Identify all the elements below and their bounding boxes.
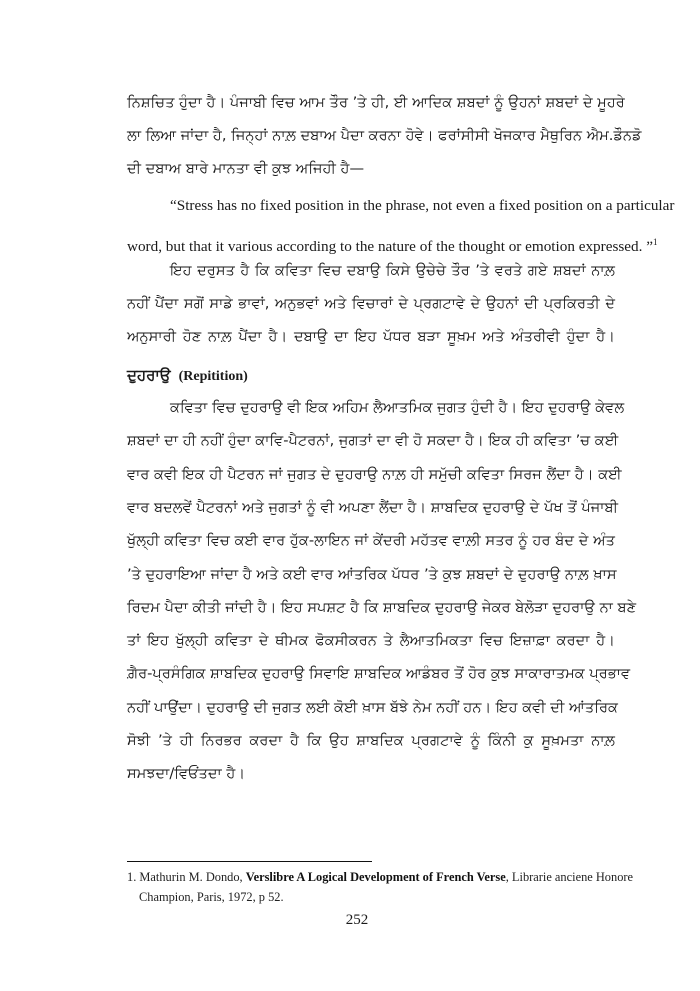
paragraph-1-line-2: ਲਾ ਲਿਆ ਜਾਂਦਾ ਹੈ, ਜਿਨ੍ਹਾਂ ਨਾਲ਼ ਦਬਾਅ ਪੈਦਾ ਕਰਨਾ ਹੋਵੇ। ਫਰਾਂਸੀਸੀ ਖੋਜਕਾਰ ਮੈਥੁਰਿਨ ਐਮ.ਡੌਨਡੋ (127, 127, 642, 144)
paragraph-2-line-2: ਨਹੀਂ ਪੈਂਦਾ ਸਗੋਂ ਸਾਡੇ ਭਾਵਾਂ, ਅਨੁਭਵਾਂ ਅਤੇ ਵਿਚਾਰਾਂ ਦੇ ਪ੍ਰਗਟਾਵੇ ਦੇ ਉਹਨਾਂ ਦੀ ਪ੍ਰਕਿਰਤੀ ਦੇ (127, 295, 615, 312)
footnote-reference[interactable]: 1 (652, 237, 658, 247)
paragraph-3-line-11: ਸੋਝੀ ’ਤੇ ਹੀ ਨਿਰਭਰ ਕਰਦਾ ਹੈ ਕਿ ਉਹ ਸ਼ਾਬਦਿਕ ਪ੍ਰਗਟਾਵੇ ਨੂੰ ਕਿੰਨੀ ਕੁ ਸੂਖ਼ਮਤਾ ਨਾਲ਼ (127, 732, 615, 749)
section-heading-english: (Repitition) (178, 369, 248, 384)
paragraph-3-line-4: ਵਾਰ ਬਦਲਵੇਂ ਪੈਟਰਨਾਂ ਅਤੇ ਜੁਗਤਾਂ ਨੂੰ ਵੀ ਅਪਣਾ ਲੈਂਦਾ ਹੈ। ਸ਼ਾਬਦਿਕ ਦੁਹਰਾਉ ਦੇ ਪੱਖ ਤੋਂ ਪੰਜਾਬੀ (127, 499, 618, 516)
paragraph-3-line-3: ਵਾਰ ਕਵੀ ਇਕ ਹੀ ਪੈਟਰਨ ਜਾਂ ਜੁਗਤ ਦੇ ਦੁਹਰਾਉ ਨਾਲ਼ ਹੀ ਸਮੁੱਚੀ ਕਵਿਤਾ ਸਿਰਜ ਲੈਂਦਾ ਹੈ। ਕਈ (127, 466, 622, 483)
paragraph-2-line-1: ਇਹ ਦਰੁਸਤ ਹੈ ਕਿ ਕਵਿਤਾ ਵਿਚ ਦਬਾਉ ਕਿਸੇ ਉਚੇਚੇ ਤੌਰ ’ਤੇ ਵਰਤੇ ਗਏ ਸ਼ਬਦਾਂ ਨਾਲ਼ (170, 262, 615, 279)
paragraph-3-line-8: ਤਾਂ ਇਹ ਖੁੱਲ੍ਹੀ ਕਵਿਤਾ ਦੇ ਥੀਮਕ ਫੋਕਸੀਕਰਨ ਤੇ ਲੈਆਤਮਿਕਤਾ ਵਿਚ ਇਜ਼ਾਫ਼ਾ ਕਰਦਾ ਹੈ। (127, 632, 615, 649)
paragraph-3-line-10: ਨਹੀਂ ਪਾਉਂਦਾ। ਦੁਹਰਾਉ ਦੀ ਜੁਗਤ ਲਈ ਕੋਈ ਖ਼ਾਸ ਬੱਝੇ ਨੇਮ ਨਹੀਂ ਹਨ। ਇਹ ਕਵੀ ਦੀ ਆਂਤਰਿਕ (127, 699, 618, 716)
footnote-number: 1. (127, 870, 137, 884)
section-heading-punjabi: ਦੁਹਰਾਉ (127, 366, 171, 384)
footnote-1 (127, 867, 634, 887)
paragraph-3-line-1: ਕਵਿਤਾ ਵਿਚ ਦੁਹਰਾਉ ਵੀ ਇਕ ਅਹਿਮ ਲੈਆਤਮਿਕ ਜੁਗਤ ਹੁੰਦੀ ਹੈ। ਇਹ ਦੁਹਰਾਉ ਕੇਵਲ (170, 399, 625, 416)
paragraph-3-line-2: ਸ਼ਬਦਾਂ ਦਾ ਹੀ ਨਹੀਂ ਹੁੰਦਾ ਕਾਵਿ-ਪੈਟਰਨਾਂ, ਜੁਗਤਾਂ ਦਾ ਵੀ ਹੋ ਸਕਦਾ ਹੈ। ਇਕ ਹੀ ਕਵਿਤਾ ’ਚ ਕਈ (127, 432, 619, 449)
quote-open-mark: “ (170, 197, 177, 214)
footnote-1-continued: Champion, Paris, 1972, p 52. (139, 890, 284, 904)
paragraph-1-line-3: ਦੀ ਦਬਾਅ ਬਾਰੇ ਮਾਨਤਾ ਵੀ ਕੁਝ ਅਜਿਹੀ ਹੈ— (127, 160, 365, 177)
paragraph-3-line-5: ਖੁੱਲ੍ਹੀ ਕਵਿਤਾ ਵਿਚ ਕਈ ਵਾਰ ਹੁੱਕ-ਲਾਇਨ ਜਾਂ ਕੇਂਦਰੀ ਮਹੱਤਵ ਵਾਲ਼ੀ ਸਤਰ ਨੂੰ ਹਰ ਬੰਦ ਦੇ ਅੰਤ (127, 532, 615, 549)
footnote-divider (127, 861, 372, 862)
page-number: 252 (345, 912, 369, 928)
quote-text-2: word, but that it various according to the nature of the thought or emotion expressed. ” (127, 238, 653, 255)
footnote-publisher-1: , Librarie anciene Honore (505, 870, 634, 884)
paragraph-3-line-12: ਸਮਝਦਾ/ਵਿਓਂਤਦਾ ਹੈ। (127, 765, 246, 782)
quote-line-2 (127, 232, 658, 257)
paragraph-1-line-1: ਨਿਸ਼ਚਿਤ ਹੁੰਦਾ ਹੈ। ਪੰਜਾਬੀ ਵਿਚ ਆਮ ਤੌਰ ’ਤੇ ਹੀ, ਈ ਆਦਿਕ ਸ਼ਬਦਾਂ ਨੂੰ ਉਹਨਾਂ ਸ਼ਬਦਾਂ ਦੇ ਮੂਹਰੇ (127, 94, 625, 111)
footnote-author: Mathurin M. Dondo, (139, 870, 243, 884)
paragraph-3-line-6: ’ਤੇ ਦੁਹਰਾਇਆ ਜਾਂਦਾ ਹੈ ਅਤੇ ਕਈ ਵਾਰ ਆਂਤਰਿਕ ਪੱਧਰ ’ਤੇ ਕੁਝ ਸ਼ਬਦਾਂ ਦੇ ਦੁਹਰਾਉ ਨਾਲ਼ ਖ਼ਾਸ (127, 566, 617, 583)
paragraph-3-line-9: ਗ਼ੈਰ-ਪ੍ਰਸੰਗਿਕ ਸ਼ਾਬਦਿਕ ਦੁਹਰਾਉ ਸਿਵਾਇ ਸ਼ਾਬਦਿਕ ਆਡੰਬਰ ਤੋਂ ਹੋਰ ਕੁਝ ਸਾਕਾਰਾਤਮਕ ਪ੍ਰਭਾਵ (127, 665, 631, 682)
paragraph-2-line-3: ਅਨੁਸਾਰੀ ਹੋਣ ਨਾਲ਼ ਪੈਂਦਾ ਹੈ। ਦਬਾਉ ਦਾ ਇਹ ਪੱਧਰ ਬੜਾ ਸੂਖ਼ਮ ਅਤੇ ਅੰਤਰੀਵੀ ਹੁੰਦਾ ਹੈ। (127, 328, 615, 345)
quote-line-1 (170, 196, 675, 216)
section-heading (127, 365, 248, 387)
footnote-title: Verslibre A Logical Development of French Verse (245, 870, 506, 884)
paragraph-3-line-7: ਰਿਦਮ ਪੈਦਾ ਕੀਤੀ ਜਾਂਦੀ ਹੈ। ਇਹ ਸਪਸ਼ਟ ਹੈ ਕਿ ਸ਼ਾਬਦਿਕ ਦੁਹਰਾਉ ਜੇਕਰ ਬੇਲੋੜਾ ਦੁਹਰਾਉ ਨਾ ਬਣੇ (127, 599, 637, 616)
quote-text-1: Stress has no fixed position in the phrase, not even a fixed position on a particular (176, 197, 675, 214)
